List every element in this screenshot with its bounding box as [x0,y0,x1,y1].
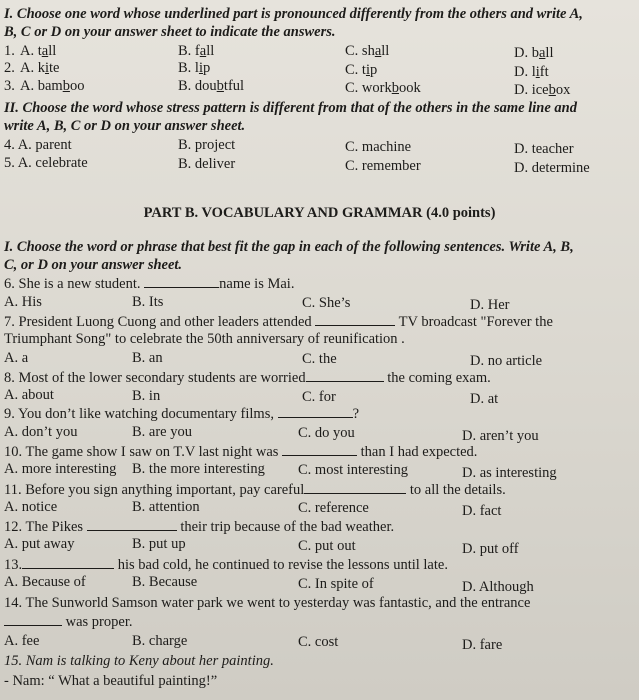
q8-option-d: D. at [470,391,499,407]
q12-option-c: C. put out [298,538,356,554]
section1-heading-line2: B, C or D on your answer sheet to indicate the answers. [4,24,336,40]
q5-option-c: C. remember [345,158,421,174]
q2-option-d: D. lift [514,64,549,80]
q6-option-c: C. She’s [302,295,351,311]
q13-stem: 13. his bad cold, he continued to revise the lessons until late. [4,557,448,573]
q4-option-a: 4. A. parent [4,137,72,153]
q14-option-a: A. fee [4,633,40,649]
q3-option-b: B. doubtful [178,78,245,94]
q5-option-d: D. determine [514,160,590,176]
q8-blank [306,369,384,382]
q7-option-d: D. no article [470,353,543,369]
q11-stem: 11. Before you sign anything important, pay careful to all the details. [4,482,506,498]
q8-option-c: C. for [302,389,336,405]
q6-option-a: A. His [4,294,42,310]
q10-option-b: B. the more interesting [132,461,265,477]
q14-stem-line1: 14. The Sunworld Samson water park we went to yesterday was fantastic, and the entrance [4,595,531,611]
q7-blank [315,313,395,326]
q6-stem: 6. She is a new student. name is Mai. [4,276,295,292]
section2-heading-line2: write A, B, C or D on your answer sheet. [4,118,246,134]
q9-blank [278,405,353,418]
q1-option-b: B. fall [178,43,215,59]
q3-option-d: D. icebox [514,82,571,98]
q13-blank [22,556,114,569]
q14-option-b: B. charge [132,633,188,649]
q1-number: 1. [4,43,15,59]
q10-blank [282,443,357,456]
q12-option-b: B. put up [132,536,186,552]
q13-option-d: D. Although [462,579,534,595]
q15-dialogue-line: - Nam: “ What a beautiful painting!” [4,673,218,689]
q11-option-a: A. notice [4,499,58,515]
q2-option-b: B. lip [178,60,211,76]
q6-option-b: B. Its [132,294,164,310]
section3-heading-line1: I. Choose the word or phrase that best fit the gap in each of the following sentences. Write A, B, [4,239,574,255]
q9-option-a: A. don’t you [4,424,78,440]
q13-option-b: B. Because [132,574,198,590]
q12-option-d: D. put off [462,541,519,557]
q6-blank [144,275,219,288]
q11-blank [304,481,406,494]
q4-option-b: B. project [178,137,236,153]
q8-stem: 8. Most of the lower secondary students are worried the coming exam. [4,370,491,386]
q10-option-a: A. more interesting [4,461,117,477]
q7-stem-line2: Triumphant Song" to celebrate the 50th anniversary of reunification . [4,331,405,347]
q13-option-a: A. Because of [4,574,86,590]
q15-stem: 15. Nam is talking to Keny about her painting. [4,653,274,669]
q8-option-b: B. in [132,388,161,404]
q14-blank [4,613,62,626]
q12-blank [87,518,177,531]
q14-option-d: D. fare [462,637,503,653]
q9-option-b: B. are you [132,424,192,440]
q11-option-d: D. fact [462,503,502,519]
q5-option-a: 5. A. celebrate [4,155,88,171]
q7-stem-line1: 7. President Luong Cuong and other leaders attended TV broadcast "Forever the [4,314,553,330]
q3-number: 3. [4,78,15,94]
q2-option-c: C. tip [345,62,378,78]
q11-option-c: C. reference [298,500,369,516]
q7-option-c: C. the [302,351,337,367]
q11-option-b: B. attention [132,499,200,515]
q1-option-c: C. shall [345,43,390,59]
section2-heading-line1: II. Choose the word whose stress pattern is different from that of the others in the same line and [4,100,577,116]
q9-option-d: D. aren’t you [462,428,539,444]
q9-stem: 9. You don’t like watching documentary films, ? [4,406,360,422]
q4-option-d: D. teacher [514,141,574,157]
q3-option-a: A. bamboo [20,78,85,94]
q5-option-b: B. deliver [178,156,236,172]
q9-option-c: C. do you [298,425,355,441]
q3-option-c: C. workbook [345,80,421,96]
q10-stem: 10. The game show I saw on T.V last night was than I had expected. [4,444,478,460]
section1-heading-line1: I. Choose one word whose underlined part is pronounced differently from the others and write A, [4,6,583,22]
q1-option-d: D. ball [514,45,554,61]
q14-stem-line2: was proper. [4,613,132,631]
q14-option-c: C. cost [298,634,339,650]
q12-stem: 12. The Pikes their trip because of the bad weather. [4,519,395,535]
q12-option-a: A. put away [4,536,75,552]
q8-option-a: A. about [4,387,54,403]
q4-option-c: C. machine [345,139,412,155]
q7-option-a: A. a [4,350,29,366]
q6-option-d: D. Her [470,297,510,313]
part-b-title: PART B. VOCABULARY AND GRAMMAR (4.0 points) [143,205,496,221]
q13-option-c: C. In spite of [298,576,374,592]
q2-option-a: A. kite [20,60,60,76]
q1-option-a: A. tall [20,43,57,59]
q7-option-b: B. an [132,350,163,366]
section3-heading-line2: C, or D on your answer sheet. [4,257,183,273]
q2-number: 2. [4,60,15,76]
q10-option-c: C. most interesting [298,462,408,478]
q10-option-d: D. as interesting [462,465,557,481]
